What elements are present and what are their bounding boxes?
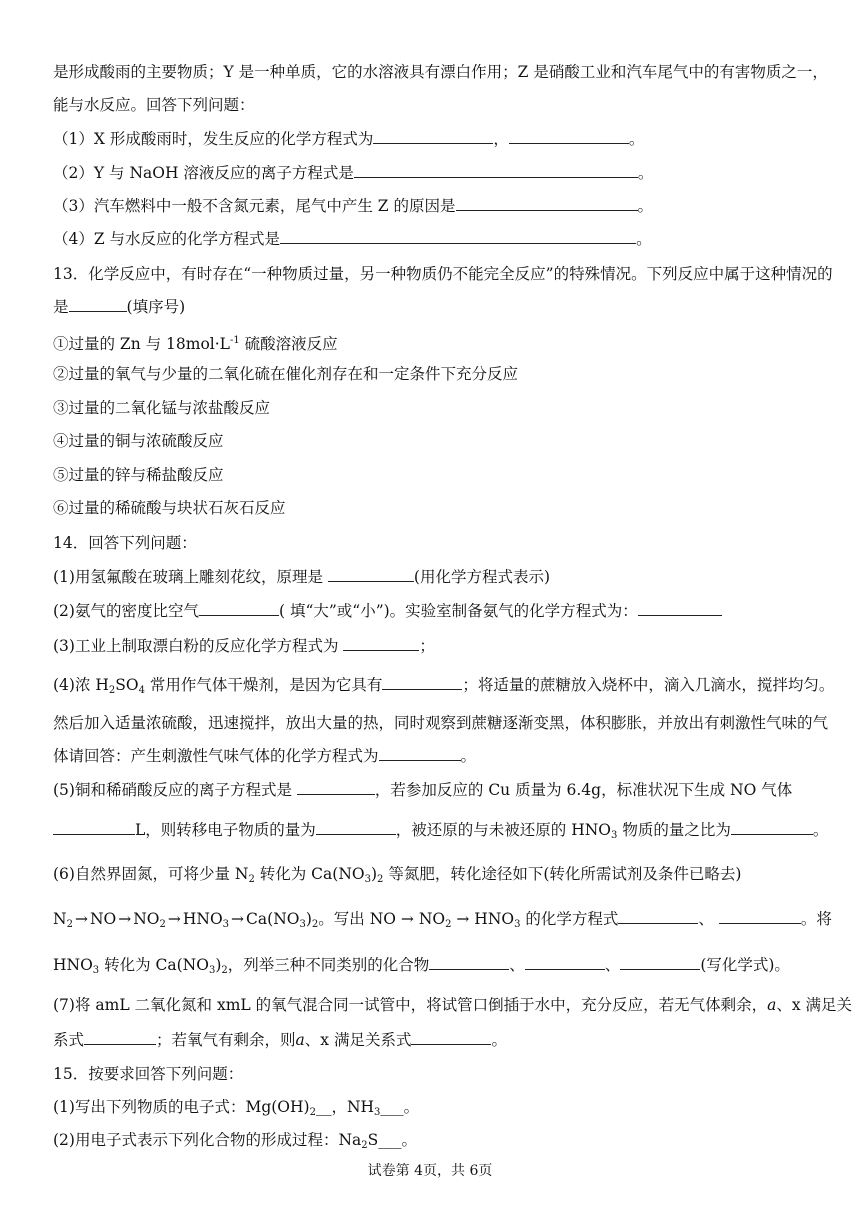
q14-s7-line-2 <box>53 1030 507 1050</box>
q14-s6-text11: ) <box>215 956 222 974</box>
answer-blank[interactable] <box>382 675 462 690</box>
q14-s5-text4: ，被还原的与未被还原的 HNO <box>395 821 612 839</box>
q15-s2-sub: 2 <box>361 1140 368 1151</box>
q13-opt1-sup: -1 <box>229 335 240 346</box>
q14-s2-text: (2)氨气的密度比空气 <box>53 602 199 620</box>
q14-sub-1 <box>53 567 550 587</box>
q12-p3-text: （3）汽车燃料中一般不含氮元素，尾气中产生 Z 的原因是 <box>53 197 456 215</box>
q15-sub-2 <box>53 1130 417 1156</box>
q14-sub-6 <box>53 864 741 890</box>
q14-s6-sub8: 2 <box>221 965 228 976</box>
answer-blank[interactable] <box>354 163 638 178</box>
q14-s6-text8: 。将 <box>800 910 832 928</box>
arrow-right-icon: → <box>74 910 88 928</box>
answer-blank[interactable] <box>328 567 414 582</box>
q15-s1-sub1: 2 <box>309 1107 316 1118</box>
q14-s4-line3-text: 体请回答：产生刺激性气味气体的化学方程式为 <box>53 747 379 765</box>
q14-stem: 14．回答下列问题： <box>53 534 197 552</box>
answer-blank[interactable] <box>316 820 396 835</box>
q13-opt1-text: ①过量的 Zn 与 18mol·L <box>53 335 230 353</box>
answer-blank[interactable] <box>618 909 698 924</box>
arrow-right-icon: → <box>167 910 181 928</box>
q15-stem: 15．按要求回答下列问题： <box>53 1065 244 1083</box>
q13-option-6: ⑥过量的稀硫酸与块状石灰石反应 <box>53 499 286 517</box>
q14-s6-sub2: 3 <box>364 874 371 885</box>
q14-s1-note: (用化学方程式表示) <box>413 568 550 586</box>
chain-no: NO <box>89 910 117 928</box>
q14-s6-sub1: 2 <box>248 874 255 885</box>
answer-blank[interactable] <box>620 955 700 970</box>
q13-option-1 <box>53 331 338 354</box>
q14-s3-end: ； <box>419 637 435 655</box>
q14-s7-text3: ；若氧气有剩余，则 <box>156 1031 296 1049</box>
q14-s4-line3-end: 。 <box>460 747 477 765</box>
q12-part-1 <box>53 129 644 149</box>
answer-blank[interactable] <box>297 780 375 795</box>
q14-s6-text10: 转化为 Ca(NO <box>99 956 209 974</box>
q12-p2-text: （2）Y 与 NaOH 溶液反应的离子方程式是 <box>53 164 354 182</box>
q14-s7-end: 。 <box>491 1031 507 1049</box>
q14-s6-text6: → HNO <box>451 910 515 928</box>
q13-stem-text: 是 <box>53 298 69 316</box>
q14-s4-line-2: 然后加入适量浓硫酸，迅速搅拌，放出大量的热，同时观察到蔗糖逐渐变黑，体积膨胀，并放出有刺激性气味的气 <box>53 714 829 732</box>
answer-blank[interactable] <box>373 129 493 144</box>
q14-s3-text: (3)工业上制取漂白粉的反应化学方程式为 <box>53 637 344 655</box>
q14-s4-text3: 常用作气体干燥剂，是因为它具有 <box>144 676 383 694</box>
q14-s6-text: (6)自然界固氮，可将少量 N <box>53 865 249 883</box>
q14-s6-text5: 。写出 NO → NO <box>318 910 446 928</box>
chain-no2: $NO_2$ <box>133 910 166 930</box>
chain-cano3: $Ca(NO_3)_2$ <box>246 910 319 930</box>
answer-blank[interactable] <box>379 746 461 761</box>
q12-p4-end: 。 <box>636 230 652 248</box>
q14-s4-text4: ；将适量的蔗糖放入烧杯中，滴入几滴水，搅拌均匀。 <box>462 676 835 694</box>
q13-stem-line-1: 13．化学反应中，有时存在“一种物质过量，另一种物质仍不能完全反应”的特殊情况。下列反应中属于这种情况的 <box>53 265 833 283</box>
q14-s5-line-2 <box>53 820 828 846</box>
q13-option-2: ②过量的氧气与少量的二氧化硫在催化剂存在和一定条件下充分反应 <box>53 365 519 383</box>
q14-s6-sub7: 3 <box>208 965 216 976</box>
q12-p4-text: （4）Z 与水反应的化学方程式是 <box>53 230 281 248</box>
q15-s1-sub2: 3 <box>374 1107 381 1118</box>
q14-s7-var2: a <box>295 1031 305 1049</box>
answer-blank[interactable] <box>411 1030 491 1045</box>
q12-part-2 <box>53 163 653 183</box>
answer-blank[interactable] <box>280 229 636 244</box>
q14-sub-4 <box>53 675 834 701</box>
answer-blank[interactable] <box>69 297 127 312</box>
answer-blank[interactable] <box>199 601 279 616</box>
q12-part-4 <box>53 229 652 249</box>
q14-s6-text9: HNO <box>53 956 93 974</box>
q13-option-4: ④过量的铜与浓硫酸反应 <box>53 432 224 450</box>
q14-s4-text2: SO <box>115 676 139 694</box>
intro-line-2: 能与水反应。回答下列问题： <box>53 96 255 114</box>
arrow-right-icon: → <box>118 910 132 928</box>
q14-s5-end: 。 <box>812 821 829 839</box>
q12-p1-end: 。 <box>628 130 645 148</box>
intro-line-1: 是形成酸雨的主要物质；Y 是一种单质，它的水溶液具有漂白作用；Z 是硝酸工业和汽车尾气中的有害物质之一， <box>53 63 828 81</box>
q14-s5-text: (5)铜和稀硝酸反应的离子方程式是 <box>53 781 297 799</box>
q13-stem-note: (填序号) <box>126 298 186 316</box>
q13-stem-line-2 <box>53 297 185 317</box>
q15-s1-text2: __，NH <box>315 1098 375 1116</box>
page-footer: 试卷第 4页，共 6页 <box>367 1163 493 1179</box>
q14-s4-text: (4)浓 H <box>53 676 109 694</box>
answer-blank[interactable] <box>525 955 605 970</box>
chain-hno3: $HNO_3$ <box>182 910 230 930</box>
q14-s6-sep: 、 <box>698 910 714 928</box>
q15-sub-1 <box>53 1097 419 1123</box>
q12-part-3 <box>53 196 653 216</box>
q14-s6-sub3: 2 <box>377 874 384 885</box>
answer-blank[interactable] <box>719 909 801 924</box>
answer-blank[interactable] <box>429 955 509 970</box>
q12-p1-sep: ， <box>493 130 509 148</box>
answer-blank[interactable] <box>638 601 722 616</box>
q15-s2-text: (2)用电子式表示下列化合物的形成过程：Na <box>53 1131 362 1149</box>
q14-sub-5 <box>53 780 792 800</box>
q13-opt1-tail: 硫酸溶液反应 <box>239 335 338 353</box>
q15-s2-text2: S___。 <box>367 1131 418 1149</box>
q14-s7-var: a <box>767 996 777 1014</box>
q14-s7-text2: 系式 <box>53 1031 85 1049</box>
q14-s6-chain-line <box>53 909 832 935</box>
q12-p1-text: （1）X 形成酸雨时，发生反应的化学方程式为 <box>53 130 374 148</box>
q14-s6-sub5: 3 <box>514 919 521 930</box>
q14-s6-sub4: 2 <box>445 919 452 930</box>
q14-s7-tail: 、x 满足关 <box>776 996 853 1014</box>
answer-blank[interactable] <box>456 196 638 211</box>
q14-s5-text2: ，若参加反应的 Cu 质量为 6.4g，标准状况下生成 NO 气体 <box>374 781 793 799</box>
q14-s5-sub: 3 <box>611 830 618 841</box>
q14-s6-line-3 <box>53 955 790 981</box>
q12-p3-end: 。 <box>637 197 654 215</box>
q14-s4-line-3 <box>53 746 476 766</box>
q13-option-3: ③过量的二氧化锰与浓盐酸反应 <box>53 399 271 417</box>
q14-sub-3 <box>53 636 435 656</box>
arrow-right-icon: → <box>231 910 245 928</box>
answer-blank[interactable] <box>731 820 813 835</box>
q13-option-5: ⑤过量的锌与稀盐酸反应 <box>53 466 224 484</box>
q14-s6-note: (写化学式)。 <box>700 956 790 974</box>
q14-s4-sub1: 2 <box>108 685 116 696</box>
q14-s4-sub2: 4 <box>138 685 145 696</box>
q14-sub-7 <box>53 995 852 1015</box>
q14-s6-sep2: 、 <box>509 956 525 974</box>
q15-s1-text3: ___。 <box>380 1098 420 1116</box>
q14-s7-text4: 、x 满足关系式 <box>304 1031 412 1049</box>
chain-n2: $N_2$ <box>53 910 73 930</box>
q14-s6-text7: 的化学方程式 <box>520 910 619 928</box>
q14-s5-text5: 物质的量之比为 <box>617 821 731 839</box>
answer-blank[interactable] <box>84 1030 156 1045</box>
q14-s7-text: (7)将 amL 二氧化氮和 xmL 的氧气混合同一试管中，将试管口倒插于水中，充分反应，若无气体剩余， <box>53 996 768 1014</box>
q14-s6-sub6: 3 <box>92 965 100 976</box>
answer-blank[interactable] <box>53 820 135 835</box>
q14-s6-text2: 转化为 Ca(NO <box>254 865 365 883</box>
q14-s6-sep3: 、 <box>604 956 621 974</box>
answer-blank[interactable] <box>343 636 419 651</box>
q12-p2-end: 。 <box>637 164 654 182</box>
q14-s5-text3: L，则转移电子物质的量为 <box>135 821 316 839</box>
q14-s6-text12: ，列举三种不同类别的化合物 <box>227 956 430 974</box>
q14-s6-text4: 等氮肥，转化途径如下(转化所需试剂及条件已略去) <box>383 865 742 883</box>
q14-s6-text3: ) <box>370 865 378 883</box>
q14-s2-note: ( 填“大”或“小”)。实验室制备氨气的化学方程式为： <box>278 602 638 620</box>
answer-blank[interactable] <box>509 129 629 144</box>
q15-s1-text: (1)写出下列物质的电子式：Mg(OH) <box>53 1098 310 1116</box>
q14-sub-2 <box>53 601 722 621</box>
q14-s1-text: (1)用氢氟酸在玻璃上雕刻花纹，原理是 <box>53 568 328 586</box>
